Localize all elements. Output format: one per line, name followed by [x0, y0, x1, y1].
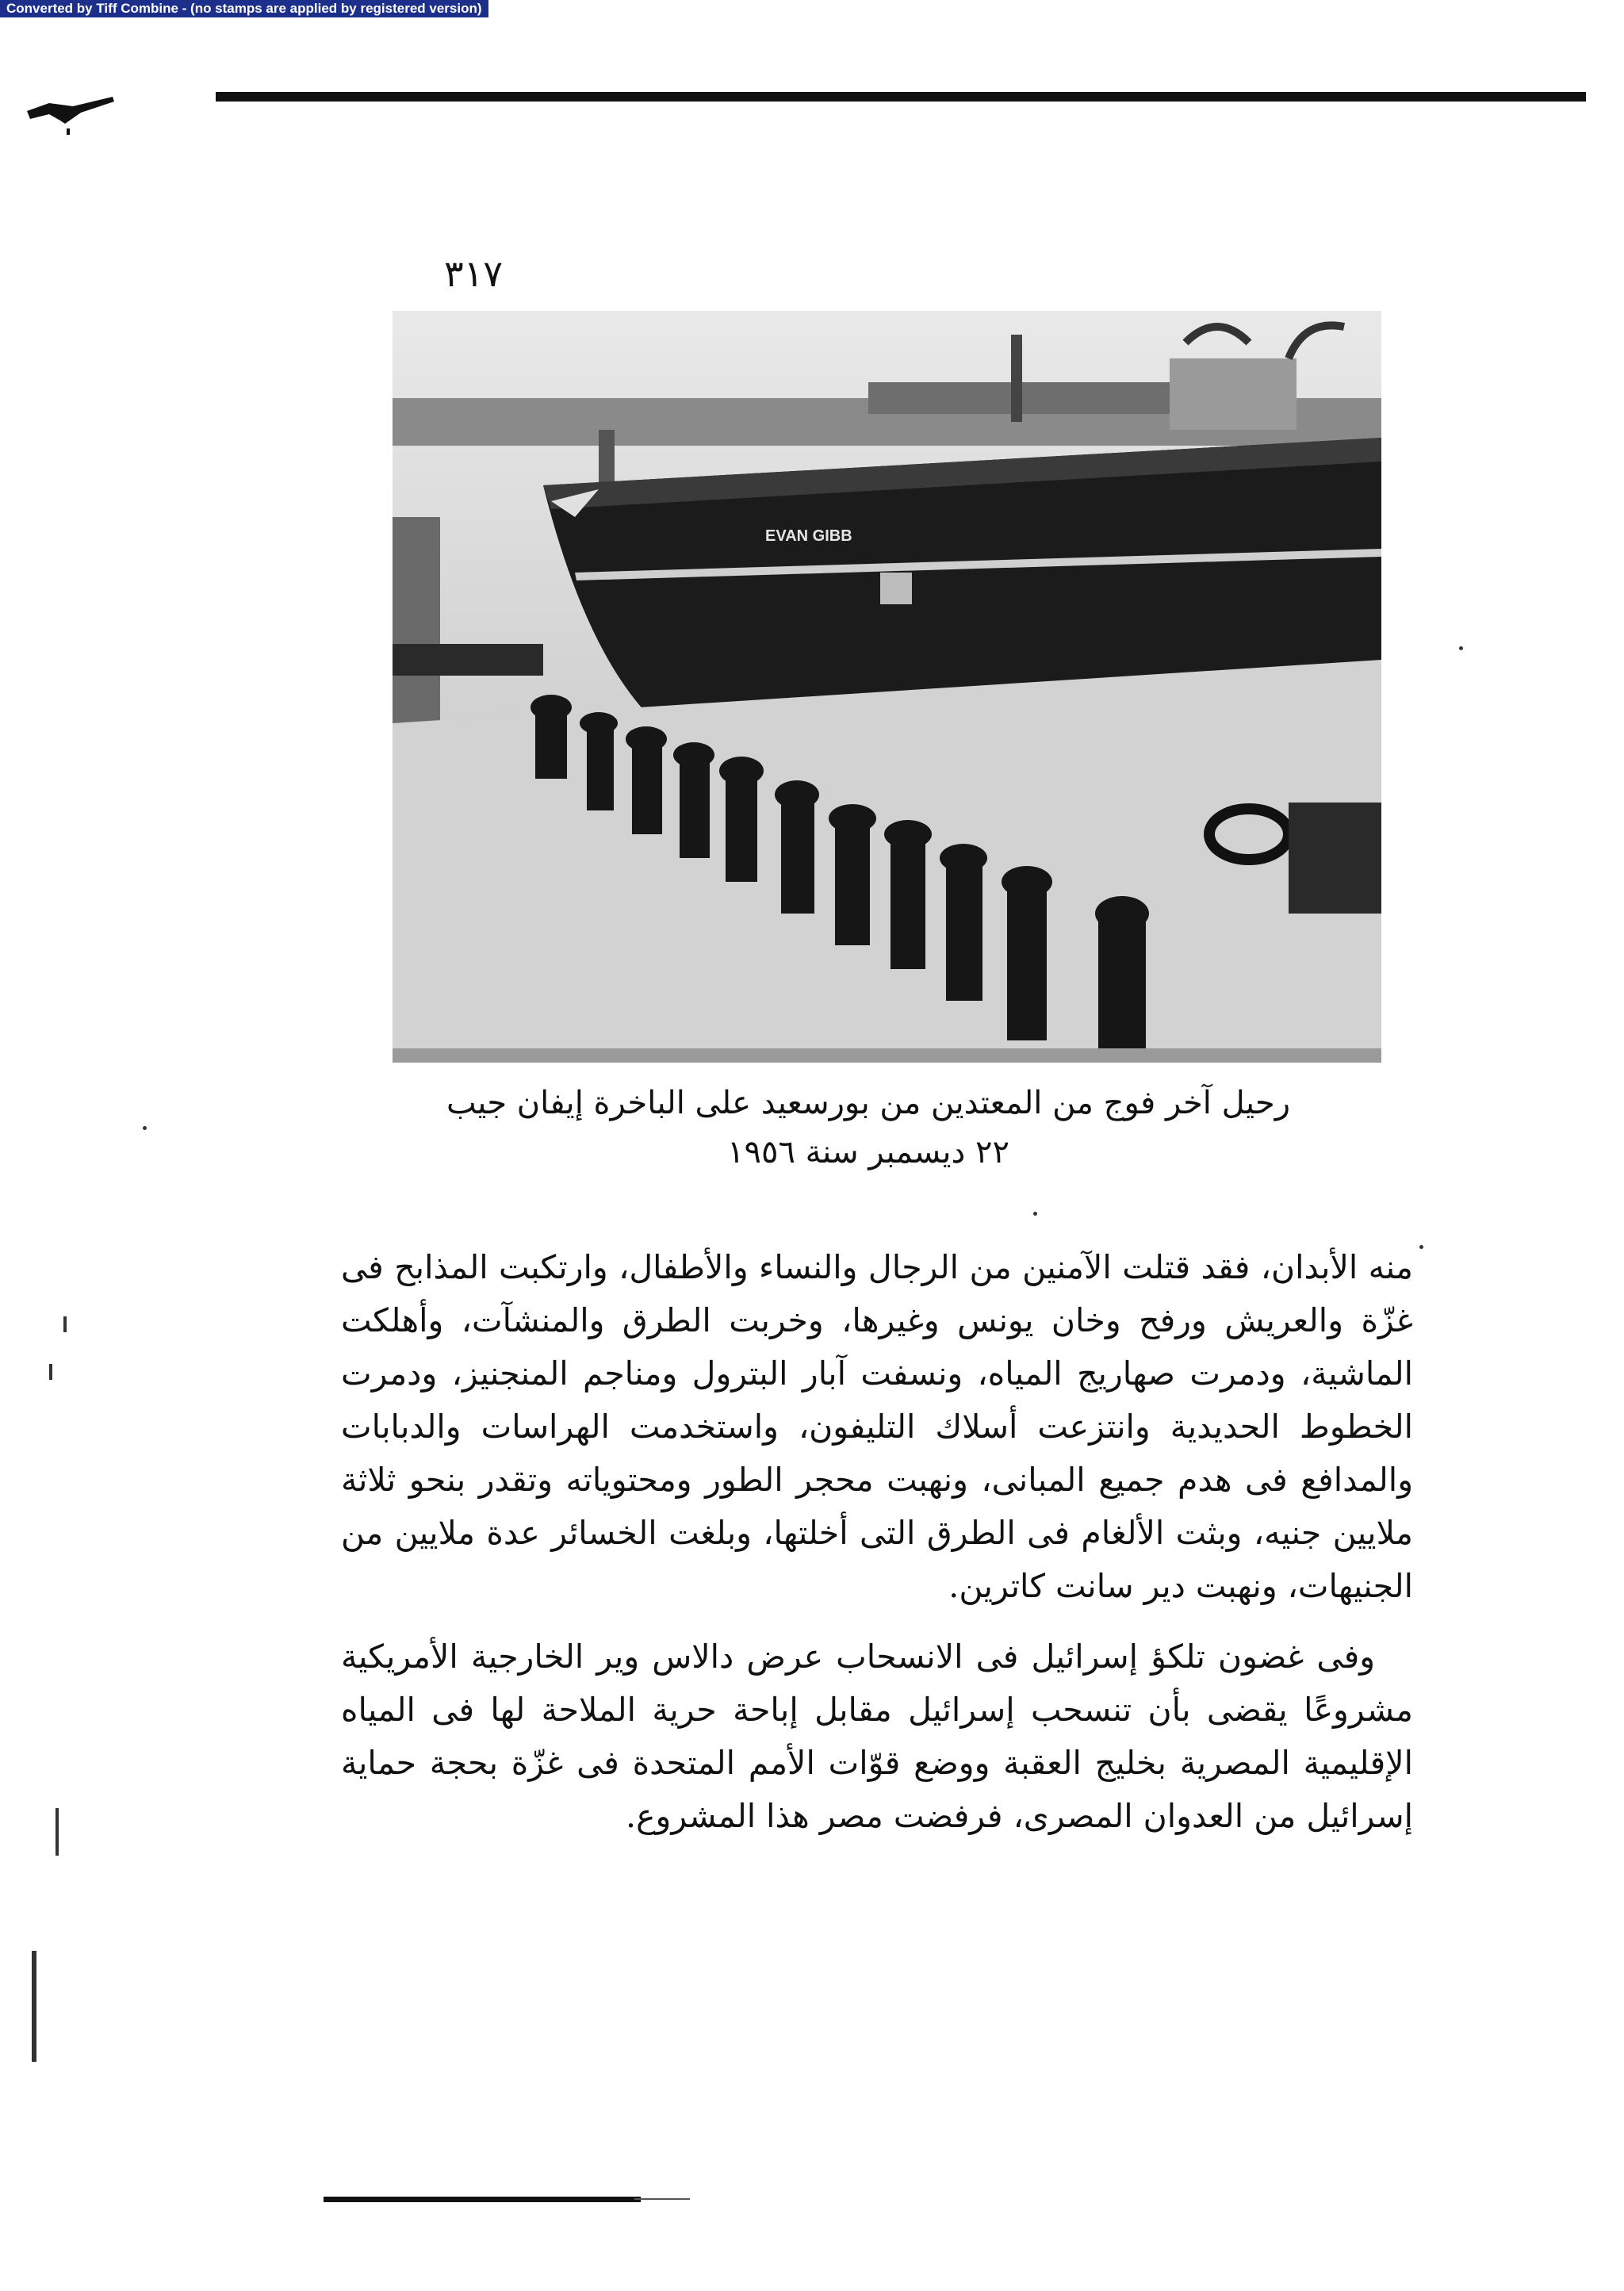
caption-line-1: رحيل آخر فوج من المعتدين من بورسعيد على الباخرة إيفان جيب [446, 1085, 1291, 1121]
paragraph-1: منه الأبدان، فقد قتلت الآمنين من الرجال والنساء والأطفال، وارتكبت المذابح فى غزّة والعريش ورفح وخان يونس وغيرها، وخربت الطرق والمنشآت، وأهلكت الماشية، ودمرت صهاريج المياه، ونسفت آبار البترول ومناجم المنجنيز، ودمرت الخطوط الحديدية وانتزعت أسلاك التليفون، واستخدمت الهراسات والدبابات والمدافع فى هدم جميع المبانى، ونهبت محجر الطور ومحتوياته وتقدر بنحو ثلاثة ملايين جنيه، وبثت الألغام فى الطرق التى أخلتها، وبلغت الخسائر عدة ملايين من الجنيهات، ونهبت دير سانت كاترين. [341, 1248, 1413, 1605]
scan-speck [56, 1808, 59, 1856]
scan-speck [32, 1951, 36, 2062]
body-text [341, 1241, 1413, 1843]
corner-ink-mark [25, 89, 121, 144]
scan-speck [49, 1364, 52, 1380]
paragraph-2: وفى غضون تلكؤ إسرائيل فى الانسحاب عرض دالاس وير الخارجية الأمريكية مشروعًا يقضى بأن تنسحب إسرائيل مقابل إباحة حرية الملاحة لها فى المياه الإقليمية المصرية بخليج العقبة ووضع قوّات الأمم المتحدة فى غزّة بحجة حماية إسرائيل من العدوان المصرى، فرفضت مصر هذا المشروع. [341, 1638, 1413, 1835]
scan-dot [143, 1126, 147, 1130]
ship-photograph [393, 311, 1381, 1063]
caption-line-2: ٢٢ ديسمبر سنة ١٩٥٦ [727, 1134, 1009, 1170]
ship-name: EVAN GIBB [765, 527, 852, 545]
converter-watermark: Converted by Tiff Combine - (no stamps are applied by registered version) [0, 0, 488, 17]
footer-rule [324, 2197, 641, 2202]
scan-speck [63, 1316, 67, 1332]
scan-dot [1419, 1245, 1423, 1249]
scan-dot [1033, 1212, 1037, 1216]
page-number: ٣١٧ [444, 252, 504, 295]
photo-caption [428, 1078, 1308, 1177]
footer-rule-tail [634, 2198, 690, 2200]
header-rule [216, 92, 1586, 102]
scan-dot [1459, 646, 1463, 650]
